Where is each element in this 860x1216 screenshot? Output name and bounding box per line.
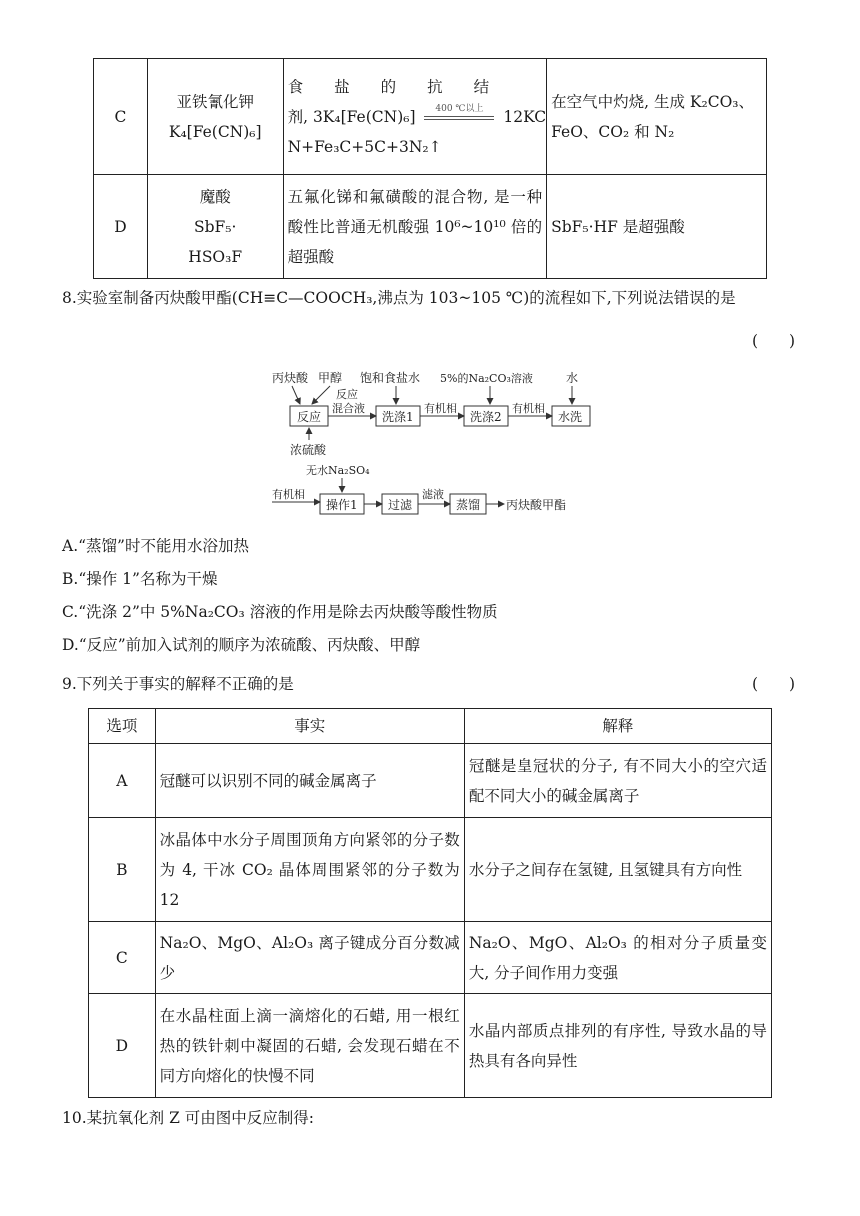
substance-effect: SbF₅·HF 是超强酸 <box>547 175 767 279</box>
fact-cell: 冠醚可以识别不同的碱金属离子 <box>155 744 464 818</box>
arrow-label: 混合液 <box>332 402 365 415</box>
table-row <box>89 818 772 922</box>
process-flowchart <box>270 368 600 518</box>
table-row <box>89 744 772 818</box>
reason-cell: Na₂O、MgO、Al₂O₃ 的相对分子质量变大, 分子间作用力变强 <box>464 922 771 994</box>
input-label: 饱和食盐水 <box>360 371 421 385</box>
substance-description <box>283 59 547 175</box>
fact-cell: 冰晶体中水分子周围顶角方向紧邻的分子数为 4, 干冰 CO₂ 晶体周围紧邻的分子数为 12 <box>155 818 464 922</box>
process-step: 蒸馏 <box>456 498 481 512</box>
process-step: 洗涤2 <box>470 410 502 424</box>
input-label: 丙炔酸 <box>272 371 309 385</box>
equation-left: 剂, 3K₄[Fe(CN)₆] <box>287 107 416 126</box>
arrow-label: 有机相 <box>512 402 545 415</box>
input-label: 浓硫酸 <box>290 443 327 457</box>
arrow-label: 有机相 <box>424 402 457 415</box>
arrow-label: 有机相 <box>272 488 305 501</box>
answer-paren: ( ) <box>752 675 796 693</box>
arrow-label: 滤液 <box>422 488 444 501</box>
column-header: 事实 <box>155 709 464 744</box>
process-step: 操作1 <box>326 498 358 512</box>
table-continuation <box>93 58 767 279</box>
table-row <box>94 175 767 279</box>
facts-table <box>88 708 772 1098</box>
description-line: N+Fe₃C+5C+3N₂↑ <box>287 137 442 156</box>
product-label: 丙炔酸甲酯 <box>506 498 567 512</box>
option-a: A.“蒸馏”时不能用水浴加热 <box>62 537 249 555</box>
reaction-condition-arrow <box>424 103 494 128</box>
column-header: 选项 <box>89 709 156 744</box>
row-label: C <box>94 59 148 175</box>
table-header-row <box>89 709 772 744</box>
input-label: 5%的Na₂CO₃溶液 <box>440 372 533 385</box>
reason-cell: 水晶内部质点排列的有序性, 导致水晶的导热具有各向异性 <box>464 994 771 1098</box>
option-cell: B <box>89 818 156 922</box>
question-9-stem: 9.下列关于事实的解释不正确的是 <box>62 675 294 693</box>
option-cell: C <box>89 922 156 994</box>
option-b: B.“操作 1”名称为干燥 <box>62 570 218 588</box>
option-d: D.“反应”前加入试剂的顺序为浓硫酸、丙炔酸、甲醇 <box>62 636 421 654</box>
arrow-label: 反应 <box>336 388 358 401</box>
substance-name <box>147 175 283 279</box>
input-label: 水 <box>566 371 579 385</box>
description-line: 食 盐 的 抗 结 <box>287 77 490 96</box>
process-step: 洗涤1 <box>382 410 414 424</box>
row-label: D <box>94 175 148 279</box>
process-step: 水洗 <box>558 410 583 424</box>
input-label: 无水Na₂SO₄ <box>306 464 370 477</box>
process-step: 反应 <box>297 410 322 424</box>
input-label: 甲醇 <box>318 371 343 385</box>
equation-right: 12KC <box>503 107 547 126</box>
table-row <box>89 994 772 1098</box>
column-header: 解释 <box>464 709 771 744</box>
substance-formula: K₄[Fe(CN)₆] <box>168 122 262 141</box>
question-10-stem: 10.某抗氧化剂 Z 可由图中反应制得: <box>62 1109 314 1127</box>
substance-formula: SbF₅· <box>193 217 237 236</box>
fact-cell: 在水晶柱面上滴一滴熔化的石蜡, 用一根红热的铁针刺中凝固的石蜡, 会发现石蜡在不同方向熔化的快慢不同 <box>155 994 464 1098</box>
substance-description: 五氟化锑和氟磺酸的混合物, 是一种酸性比普通无机酸强 10⁶~10¹⁰ 倍的超强酸 <box>283 175 547 279</box>
answer-paren: ( ) <box>752 332 796 350</box>
substance-formula: HSO₃F <box>188 247 243 266</box>
question-8-stem: 8.实验室制备丙炔酸甲酯(CH≡C—COOCH₃,沸点为 103~105 ℃)的流程如下,下列说法错误的是 <box>62 289 736 307</box>
option-cell: A <box>89 744 156 818</box>
table-row <box>89 922 772 994</box>
option-cell: D <box>89 994 156 1098</box>
option-c: C.“洗涤 2”中 5%Na₂CO₃ 溶液的作用是除去丙炔酸等酸性物质 <box>62 603 498 621</box>
reason-cell: 水分子之间存在氢键, 且氢键具有方向性 <box>464 818 771 922</box>
description-equation <box>288 102 547 132</box>
process-step: 过滤 <box>388 498 413 512</box>
reaction-condition: 400 ℃以上 <box>435 103 484 114</box>
substance-name-line: 魔酸 <box>199 187 231 206</box>
table-row <box>94 59 767 175</box>
reason-cell: 冠醚是皇冠状的分子, 有不同大小的空穴适配不同大小的碱金属离子 <box>464 744 771 818</box>
substance-name <box>147 59 283 175</box>
substance-effect: 在空气中灼烧, 生成 K₂CO₃、FeO、CO₂ 和 N₂ <box>547 59 767 175</box>
fact-cell: Na₂O、MgO、Al₂O₃ 离子键成分百分数减少 <box>155 922 464 994</box>
substance-name-line: 亚铁氰化钾 <box>176 92 254 111</box>
